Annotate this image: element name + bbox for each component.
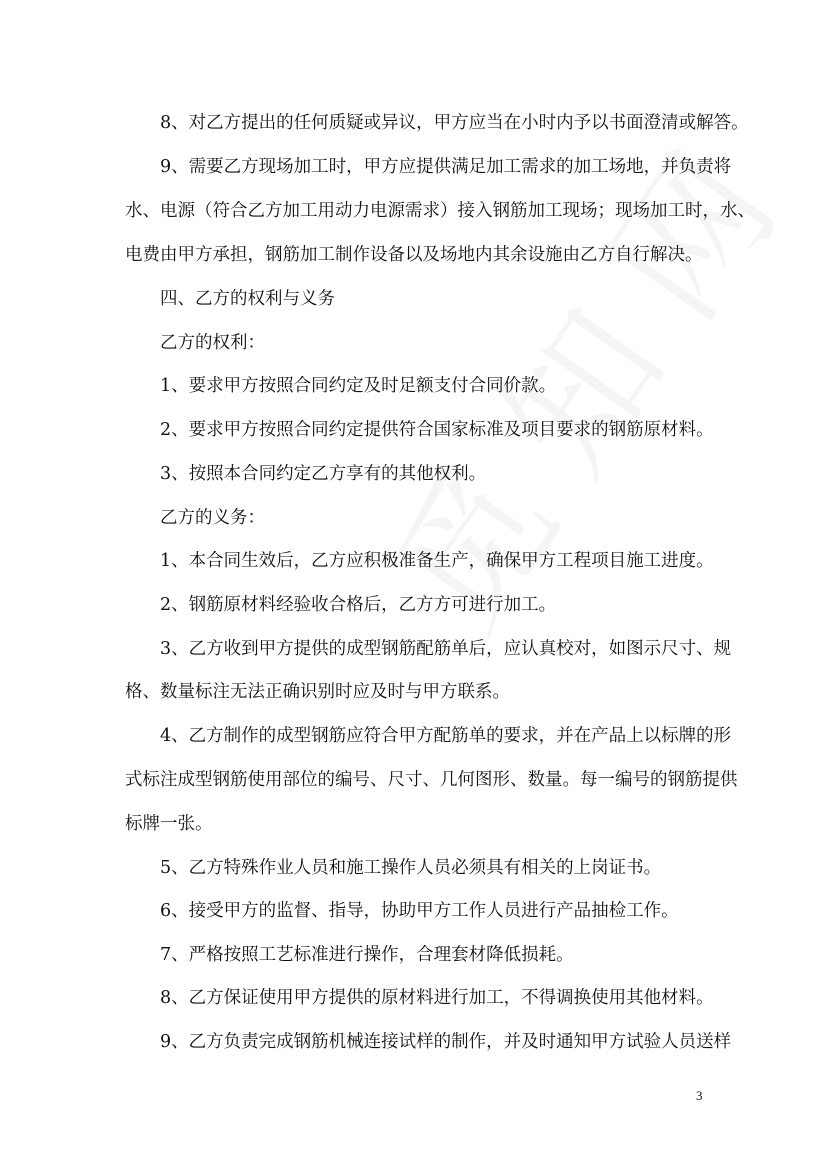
paragraph-line: 9、需要乙方现场加工时，甲方应提供满足加工需求的加工场地，并负责将	[160, 157, 732, 177]
paragraph-line: 格、数量标注无法正确识别时应及时与甲方联系。	[125, 682, 510, 702]
paragraph-line: 8、对乙方提出的任何质疑或异议，甲方应当在小时内予以书面澄清或解答。	[160, 113, 749, 133]
subsection-heading: 乙方的权利：	[160, 333, 265, 353]
paragraph-line: 8、乙方保证使用甲方提供的原材料进行加工，不得调换使用其他材料。	[160, 988, 714, 1008]
paragraph-line: 5、乙方特殊作业人员和施工操作人员必须具有相关的上岗证书。	[160, 858, 662, 878]
paragraph-line: 电费由甲方承担，钢筋加工制作设备以及场地内其余设施由乙方自行解决。	[125, 245, 703, 265]
paragraph-line: 7、严格按照工艺标准进行操作，合理套材降低损耗。	[160, 945, 574, 965]
section-heading: 四、乙方的权利与义务	[160, 289, 335, 309]
paragraph-line: 水、电源（符合乙方加工用动力电源需求）接入钢筋加工现场；现场加工时，水、	[125, 201, 755, 221]
paragraph-line: 1、本合同生效后，乙方应积极准备生产，确保甲方工程项目施工进度。	[160, 551, 714, 571]
paragraph-line: 9、乙方负责完成钢筋机械连接试样的制作，并及时通知甲方试验人员送样	[160, 1032, 732, 1052]
paragraph-line: 6、接受甲方的监督、指导，协助甲方工作人员进行产品抽检工作。	[160, 901, 679, 921]
paragraph-line: 3、按照本合同约定乙方享有的其他权利。	[160, 464, 487, 484]
paragraph-line: 标牌一张。	[125, 814, 213, 834]
paragraph-line: 4、乙方制作的成型钢筋应符合甲方配筋单的要求，并在产品上以标牌的形	[160, 726, 732, 746]
paragraph-line: 式标注成型钢筋使用部位的编号、尺寸、几何图形、数量。每一编号的钢筋提供	[125, 770, 738, 790]
subsection-heading: 乙方的义务：	[160, 508, 265, 528]
paragraph-line: 2、钢筋原材料经验收合格后，乙方方可进行加工。	[160, 595, 557, 615]
paragraph-line: 3、乙方收到甲方提供的成型钢筋配筋单后，应认真校对，如图示尺寸、规	[160, 639, 732, 659]
paragraph-line: 1、要求甲方按照合同约定及时足额支付合同价款。	[160, 376, 557, 396]
page-number: 3	[696, 1088, 703, 1103]
paragraph-line: 2、要求甲方按照合同约定提供符合国家标准及项目要求的钢筋原材料。	[160, 420, 714, 440]
